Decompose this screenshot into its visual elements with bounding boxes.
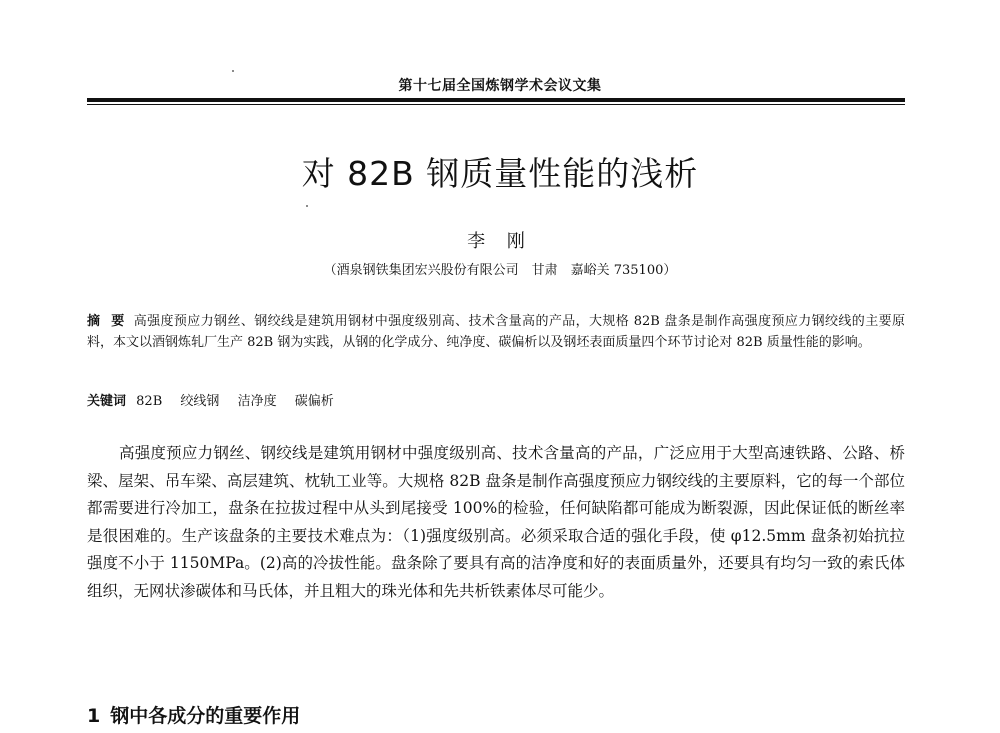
keyword-item: 洁净度	[237, 394, 277, 409]
author-name: 李 刚	[467, 231, 533, 252]
scan-speck	[306, 205, 308, 207]
keywords-label: 关键词	[87, 394, 127, 409]
abstract-label: 摘 要	[87, 314, 128, 329]
keyword-item: 82B	[136, 394, 163, 409]
section-heading	[87, 701, 300, 728]
running-header: 第十七届全国炼钢学术会议文集	[398, 78, 602, 94]
section-number: 1	[87, 705, 101, 727]
abstract	[87, 311, 905, 353]
header-rule-thick	[87, 98, 905, 102]
abstract-text: 高强度预应力钢丝、钢绞线是建筑用钢材中强度级别高、技术含量高的产品，大规格 82B 盘条是制作高强度预应力钢绞线的主要原料，本文以酒钢炼轧厂生产 82B 钢为实践，从钢的化学成分、纯净度、碳偏析以及钢坯表面质量四个环节讨论对 82B 质量性能的影响。	[87, 314, 905, 350]
keyword-item: 绞线钢	[180, 394, 220, 409]
author-affiliation: （酒泉钢铁集团宏兴股份有限公司 甘肃 嘉峪关 735100）	[323, 263, 677, 278]
body-paragraph: 高强度预应力钢丝、钢绞线是建筑用钢材中强度级别高、技术含量高的产品，广泛应用于大型高速铁路、公路、桥梁、屋架、吊车梁、高层建筑、枕轨工业等。大规格 82B 盘条是制作高强度预应力钢绞线的主要原料，它的每一个部位都需要进行冷加工，盘条在拉拔过程中从头到尾接受 100%的检验，任何缺陷都可能成为断裂源，因此保证低的断丝率是很困难的。生产该盘条的主要技术难点为：（1)强度级别高。必须采取合适的强化手段，使 φ12.5mm 盘条初始抗拉强度不小于 1150MPa。(2)高的冷拔性能。盘条除了要具有高的洁净度和好的表面质量外，还要具有均匀一致的索氏体组织，无网状渗碳体和马氏体，并且粗大的珠光体和先共析铁素体尽可能少。	[87, 444, 905, 600]
section-title: 钢中各成分的重要作用	[110, 705, 301, 727]
header-rule-thin	[87, 104, 905, 105]
paper-title: 对 82B 钢质量性能的浅析	[301, 154, 699, 193]
scan-speck	[232, 70, 234, 72]
keyword-item: 碳偏析	[294, 394, 334, 409]
keywords	[87, 391, 905, 412]
